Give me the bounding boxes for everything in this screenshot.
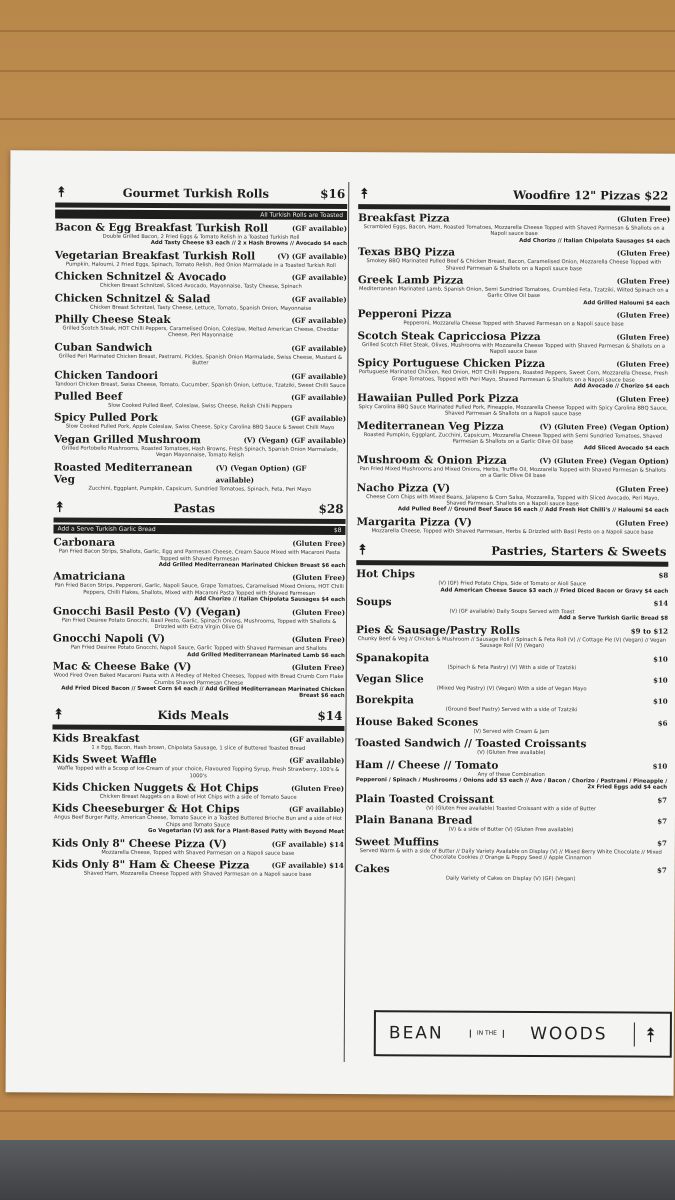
menu-item-name: Soups: [356, 596, 392, 609]
menu-item-tag: $6: [657, 718, 668, 728]
menu-item-tag: $7: [657, 838, 667, 848]
section-price: $28: [318, 501, 344, 517]
menu-item: [53, 537, 345, 570]
menu-item: [54, 314, 346, 340]
menu-item-name: Kids Sweet Waffle: [52, 753, 157, 767]
menu-item-description: Grilled Peri Marinated Chicken Breast, Pastrami, Pickles, Spanish Onion Marmalade, Swiss Cheese, Mustard & Butter: [58, 353, 343, 367]
menu-item-description: (V) (Gluten Free available) Toasted Croissant with a side of Butter: [426, 805, 596, 813]
menu-item-header: [357, 420, 669, 434]
menu-item-description: Pepperoni, Mozzarella Cheese Topped with Shaved Parmesan on a Napoli sauce base: [403, 320, 624, 328]
menu-item: [356, 516, 668, 536]
menu-item-addons: Go Vegetarian (V) ask for a Plant-Based Patty with Beyond Meat: [148, 828, 344, 836]
menu-item-description: Any of these Combination: [477, 771, 545, 778]
menu-item-description: Pan Fried Mixed Mushrooms and Mixed Onions, Herbs, Truffle Oil, Mozzarella Topped with Shaved Parmesan & Shallots on a Garlic Olive Oil base: [359, 465, 666, 480]
menu-item-name: Borekpita: [355, 694, 414, 707]
menu-item: [54, 461, 346, 493]
menu-item: [55, 271, 347, 291]
menu-item-addons: Add Sliced Avocado $4 each: [583, 445, 669, 453]
menu-item-name: Vegan Grilled Mushroom: [53, 433, 201, 447]
section-title: [375, 187, 669, 203]
menu-item-tag: (GF available): [291, 414, 347, 424]
section-header-pizzas: [358, 184, 670, 211]
menu-item-header: [356, 694, 668, 708]
menu-item-tag: $10: [653, 654, 668, 664]
menu-item-description: Angus Beef Burger Patty, American Cheese, Tomato Sauce in a Toasted Buttered Brioche Bun and a side of Hot Chips and Tomato Sauce: [53, 814, 342, 829]
menu-item: [55, 221, 347, 247]
pine-tree-icon: ⯭: [54, 706, 63, 723]
menu-item-tag: $10: [652, 761, 668, 771]
menu-item-name: Hawaiian Pulled Pork Pizza: [357, 391, 519, 405]
menu-item-name: Sweet Muffins: [354, 835, 439, 849]
menu-item-description: Grilled Portobello Mushrooms, Roasted Tomatoes, Hash Browns, Fresh Spinach, Spanish Onion Marmalade, Vegan Mayonnaise, Tomato Relish: [61, 445, 339, 459]
menu-item-tag: (Gluten Free): [616, 310, 670, 320]
menu-item-description: Grilled Scotch Steak, HOT Chilli Peppers, Caramelised Onion, Coleslaw, Melted American Cheese, Cheddar Cheese, Peri Mayonnaise: [62, 325, 339, 339]
menu-item-name: Breakfast Pizza: [358, 212, 450, 225]
menu-item-name: Kids Breakfast: [52, 732, 140, 745]
note-text: Add a Serve Turkish Garlic Bread: [57, 525, 156, 534]
menu-item-tag: $7: [656, 866, 667, 876]
menu-item-name: Kids Cheeseburger & Hot Chips: [51, 802, 240, 816]
menu-item: [54, 433, 346, 459]
menu-item-description: Chicken Breast Nuggets on a Bowl of Hot Chips with a side of Tomato Sauce: [99, 793, 297, 801]
menu-item: [357, 330, 669, 356]
menu-item-name: Carbonara: [53, 536, 116, 549]
menu-item-name: Texas BBQ Pizza: [357, 246, 456, 259]
menu-item-name: Bacon & Egg Breakfast Turkish Roll: [55, 221, 269, 235]
menu-item-header: [355, 793, 667, 807]
menu-item-tag: $7: [657, 816, 667, 826]
menu-item: [53, 661, 345, 700]
menu-item: [357, 358, 669, 391]
menu-item-name: Nacho Pizza (V): [356, 481, 451, 495]
section-note: [53, 525, 345, 536]
menu-item: [355, 864, 667, 884]
menu-item-tag: $14: [653, 598, 669, 608]
menu-item-tag: $10: [652, 697, 668, 707]
menu-item-description: Chicken Breast Schnitzel, Sliced Avocado, Mayonnaise, Tasty Cheese, Spinach: [99, 282, 302, 291]
menu-item-name: Gnocchi Napoli (V): [52, 632, 166, 646]
menu-item: [355, 759, 667, 792]
menu-item-name: Mushroom & Onion Pizza: [356, 453, 507, 467]
menu-item-addons: Add Fried Diced Bacon // Sweet Corn $4 each // Add Grilled Mediterranean Marinated Chicken Breast $6 each: [61, 685, 345, 700]
menu-item-name: Mac & Cheese Bake (V): [52, 660, 192, 674]
menu-item-description: Mozzarella Cheese, Topped with Shaved Parmesan, Herbs & Drizzled with Basil Pesto on a Napoli sauce base: [371, 527, 654, 536]
menu-item-description: (V) (GF available) Daily Soups Served with Toast: [449, 608, 575, 616]
menu-item-name: Kids Only 8" Cheese Pizza (V): [51, 837, 227, 851]
menu-item-tag: (Gluten Free): [616, 359, 670, 370]
menu-item-description: Spicy Carolina BBQ Sauce Marinated Pulled Pork, Pineapple, Mozzarella Cheese Topped with Spicy Carolina BBQ Sauce, Shaved Parmesan & Shallots on a Napoli sauce base: [358, 403, 668, 418]
menu-item-name: Pepperoni Pizza: [357, 308, 452, 321]
floor-background: [0, 1140, 675, 1200]
menu-item: [358, 274, 670, 307]
menu-item-header: [355, 759, 667, 773]
menu-item-tag: (GF available): [291, 294, 347, 304]
menu-item-name: Spicy Portuguese Chicken Pizza: [357, 357, 546, 371]
menu-item: [54, 391, 346, 411]
menu-item-description: Served Warm & with a side of Butter // Daily Variety Available on Display (V) // Mixed Berry White Chocolate // Mixed Chocolate Cookies // Orange & Poppy Seed // Apple Cinnamon: [359, 847, 662, 862]
menu-item-name: Spicy Pulled Pork: [54, 411, 158, 425]
menu-item-header: [55, 271, 347, 285]
section-price: $22: [644, 188, 669, 203]
menu-item-name: Plain Banana Bread: [354, 814, 473, 827]
menu-item: [54, 412, 346, 432]
menu-item-tag: $7: [657, 795, 668, 805]
menu-item-description: (Spinach & Feta Pastry) (V) With a side of Tzatziki: [447, 664, 577, 671]
menu-item-description: (Ground Beef Pastry) Served with a side of Tzatziki: [445, 706, 578, 714]
menu-item: [356, 673, 668, 693]
kids-list: [52, 732, 345, 878]
menu-item-description: (Mixed Veg Pastry) (V) (Vegan) With a side of Vegan Mayo: [436, 685, 587, 693]
pine-tree-icon: ⯭: [55, 499, 65, 516]
menu-item: [52, 781, 344, 801]
menu-item-description: Slow Cooked Pulled Beef, Coleslaw, Swiss Cheese, Relish Chilli Peppers: [108, 402, 293, 410]
menu-item-tag: (GF available) $14: [271, 839, 344, 849]
menu-item: [356, 624, 668, 650]
menu-item: [358, 308, 670, 328]
menu-item-description: Pan Fried Desiree Potato Gnocchi, Basil Pesto, Garlic, Spinach Onions, Mushrooms, Topped with Shallots & Drizzled with Extra Virgin Olive Oil: [61, 617, 337, 631]
menu-item: [55, 292, 347, 312]
menu-item: [355, 814, 667, 834]
menu-item-tag: (GF available): [292, 223, 348, 234]
menu-item-tag: (V) (Vegan) (GF available): [243, 435, 346, 445]
menu-item-name: Spanakopita: [355, 651, 430, 665]
menu-item-header: [52, 837, 344, 851]
menu-item-header: [357, 482, 669, 496]
right-column: [355, 178, 671, 883]
menu-item-addons: Add Avocado // Chorizo $4 each: [573, 383, 670, 390]
menu-item-description: (V) & a side of Butter (V) (Gluten Free available): [448, 826, 574, 834]
menu-item: [356, 694, 668, 714]
menu-item-tag: (GF available): [291, 343, 347, 353]
menu-item-name: Kids Only 8" Ham & Cheese Pizza: [51, 858, 250, 872]
menu-item-name: Cuban Sandwich: [54, 341, 153, 354]
menu-item-tag: (Gluten Free): [291, 635, 345, 645]
menu-item-tag: (Gluten Free): [292, 538, 346, 549]
menu-item-tag: (GF available): [291, 272, 347, 283]
left-column: [52, 176, 348, 878]
menu-item-tag: (GF available): [289, 734, 345, 744]
menu-item-header: [356, 652, 668, 666]
pine-tree-icon: ⯭: [634, 1023, 657, 1047]
menu-item-tag: (GF available) $14: [271, 860, 344, 871]
menu-item-tag: (GF available): [291, 392, 347, 403]
menu-item-addons: Add Pulled Beef // Ground Beef Sauce $6 each // Add Fresh Hot Chilli's // Haloumi $4 each: [397, 506, 669, 515]
menu-item-tag: (Gluten Free): [615, 483, 669, 494]
pastries-list: [355, 568, 669, 883]
menu-item-description: Tandoori Chicken Breast, Swiss Cheese, Tomato, Cucumber, Spanish Onion, Lettuce, Tzatziki, Sweet Chilli Sauce: [54, 381, 346, 389]
menu-item-tag: (GF available): [288, 805, 345, 815]
section-price: $14: [317, 708, 343, 723]
menu-item: [355, 836, 667, 862]
menu-item: [357, 420, 669, 453]
menu-item-name: Toasted Sandwich // Toasted Croissants: [355, 737, 587, 751]
menu-item-tag: (Gluten Free): [292, 573, 346, 583]
menu-item-name: Greek Lamb Pizza: [357, 274, 464, 287]
menu-item-addons: Add Grilled Mediterranean Marinated Lamb $6 each: [187, 651, 345, 659]
menu-item-tag: (V) (Vegan Option) (GF available): [215, 463, 307, 485]
menu-item: [357, 454, 669, 480]
menu-item-name: Hot Chips: [356, 568, 415, 581]
menu-item-header: [55, 292, 347, 306]
section-title: Kids Meals: [157, 707, 229, 723]
menu-item-description: Roasted Pumpkin, Eggplant, Zucchini, Capsicum, Mozzarella Cheese Topped with Semi Sundried Tomatoes, Shaved Parmesan & Shallots on a Garlic Olive Oil base: [363, 431, 663, 446]
section-title: Pastas: [173, 501, 216, 516]
menu-item-tag: (GF available): [289, 755, 345, 766]
menu-item-header: [355, 737, 667, 751]
menu-item-description: Double Grilled Bacon, 2 Fried Eggs & Tomato Relish in a Toasted Turkish Roll: [102, 233, 300, 241]
menu-item-tag: $10: [653, 675, 668, 685]
menu-item-name: Amatriciana: [53, 570, 126, 584]
menu-item-tag: (Gluten Free): [292, 607, 346, 617]
menu-item: [355, 737, 667, 757]
menu-item-header: [355, 716, 667, 730]
logo-word-bean: BEAN: [388, 1023, 444, 1044]
menu-item-name: Ham // Cheese // Tomato: [355, 758, 499, 772]
menu-item: [355, 793, 667, 813]
menu-item-tag: (V) (Gluten Free) (Vegan Option): [539, 421, 670, 432]
section-header-kids: [52, 704, 344, 731]
menu-item-tag: (GF available): [291, 371, 347, 381]
menu-item: [52, 754, 344, 780]
menu-item-name: Chicken Tandoori: [54, 369, 159, 382]
pizzas-list: [356, 212, 670, 536]
pastas-list: [53, 537, 346, 700]
menu-item: [358, 246, 670, 272]
menu-item: [52, 803, 344, 836]
menu-item-tag: $9 to $12: [630, 626, 668, 636]
menu-item-name: Vegan Slice: [355, 673, 424, 686]
menu-item: [357, 482, 669, 515]
menu-item-name: Gnocchi Basil Pesto (V) (Vegan): [53, 605, 242, 619]
menu-item-description: Pan Fried Desiree Potato Gnocchi, Napoli Sauce, Garlic Topped with Shaved Parmesan and Shallots: [70, 644, 327, 653]
menu-item: [54, 369, 346, 389]
menu-item: [355, 716, 667, 736]
menu-item: [357, 392, 669, 418]
menu-item-description: Shaved Ham, Mozzarella Cheese Topped with Shaved Parmesan on a Napoli sauce base: [83, 870, 312, 878]
menu-item-description: Chunky Beef & Veg // Chicken & Mushroom // Sausage Roll // Spinach & Feta Roll (V) // Cottage Pie (V) (Vegan) // Vegan Sausage Roll (V) (Vegan): [357, 635, 667, 650]
menu-item-addons: Add Grilled Mediterranean Marinated Chicken Breast $6 each: [158, 561, 346, 569]
menu-item-tag: (Gluten Free): [616, 248, 670, 258]
menu-item-addons: Add American Cheese Sauce $3 each // Fried Diced Bacon or Gravy $4 each: [440, 587, 669, 595]
menu-item-name: Cakes: [354, 863, 390, 876]
rolls-list: [54, 221, 347, 493]
section-header-pastas: [54, 498, 346, 525]
section-title: Gourmet Turkish Rolls: [122, 185, 270, 201]
menu-item: [52, 837, 344, 857]
menu-item-header: [54, 391, 346, 405]
logo-word-woods: WOODS: [530, 1023, 608, 1045]
menu-item-name: Mediterranean Veg Pizza: [357, 419, 504, 433]
menu-item-header: [54, 369, 346, 383]
menu-item-description: Zucchini, Eggplant, Pumpkin, Capsicum, Sundried Tomatoes, Spinach, Feta, Peri Mayo: [88, 485, 312, 493]
menu-item: [356, 568, 668, 594]
menu-item-header: [355, 814, 667, 828]
menu-item-tag: (Gluten Free): [615, 518, 669, 528]
menu-item: [356, 652, 668, 672]
menu-item-description: Slow Cooked Pulled Pork, Apple Coleslaw, Swiss Cheese, Spicy Carolina BBQ Sauce & Sweet Chilli Mayo: [65, 424, 335, 432]
menu-item-description: Grilled Scotch Fillet Steak, Olives, Mushrooms with Mozzarella Cheese Topped with Shaved Parmesan & Shallots on a Napoli sauce base: [361, 341, 666, 356]
menu-item: [52, 732, 344, 752]
menu-item-description: Mediterranean Marinated Lamb, Spanish Onion, Semi Sundried Tomatoes, Crumbled Feta, Tzatziki, Wilted Spinach on a Garlic Olive Oil base: [358, 286, 669, 300]
menu-item-name: Chicken Schnitzel & Avocado: [54, 270, 227, 284]
menu-item-description: Chicken Breast Schnitzel, Tasty Cheese, Lettuce, Tomato, Spanish Onion, Mayonnaise: [89, 304, 312, 312]
menu-item-description: 1 x Egg, Bacon, Hash brown, Chipolata Sausage, 1 slice of Buttered Toasted Bread: [91, 744, 306, 752]
bean-in-the-woods-logo: [374, 1010, 672, 1058]
menu-item-description: Smokey BBQ Marinated Pulled Beef & Chicken Breast, Bacon, Caramelised Onion, Mozzarella Cheese Topped with Shaved Parmesan & Shallots on a Napoli sauce base: [366, 258, 662, 272]
menu-item-name: Roasted Mediterranean Veg: [53, 461, 193, 486]
menu-item-description: Waffle Topped with a Scoop of Ice-Cream of your choice, Flavoured Topping Syrup, Fresh Strawberry, 100's & 1000's: [57, 765, 340, 779]
menu-item: [356, 596, 668, 622]
section-header-rolls: [55, 182, 347, 209]
menu-item-description: (V) (Gluten Free available): [477, 749, 546, 757]
menu-item-description: (V) (GF) Fried Potato Chips, Side of Tomato or Aioli Sauce: [438, 580, 587, 588]
menu-item-tag: (Gluten Free): [291, 783, 345, 794]
menu-item-name: Margarita Pizza (V): [356, 515, 472, 529]
menu-item-tag: (GF available): [291, 315, 347, 326]
section-title: Pastries, Starters & Sweets: [491, 543, 667, 559]
menu-item: [54, 341, 346, 367]
menu-item-addons: Pepperoni / Spinach / Mushrooms / Onions add $3 each // Avo / Bacon / Chorizo / Pastrami / Pineapple / 2x Fried Eggs add $4 each: [355, 777, 668, 792]
menu-item: [53, 571, 345, 604]
menu-item: [52, 859, 344, 879]
menu-item-description: (V) Served with Cream & Jam: [473, 728, 550, 735]
menu-item-description: Pan Fried Bacon Strips, Pepperoni, Garlic, Napoli Sauce, Grape Tomatoes, Caramelised Mixed Onions, HOT Chilli Peppers, Chilli Flakes, Shallots, Mixed with Macaroni Pasta Topped with Shaved Parmesan: [54, 582, 344, 597]
menu-item-addons: Add a Serve Turkish Garlic Bread $8: [558, 615, 669, 623]
menu-item-header: [53, 605, 345, 619]
menu-item: [358, 212, 670, 245]
menu-item: [53, 633, 345, 659]
pine-tree-icon: ⯭: [358, 542, 367, 559]
menu-item-name: Scotch Steak Capricciosa Pizza: [357, 329, 541, 343]
menu-item-addons: Add Tasty Cheese $3 each // 2 x Hash Browns // Avocado $4 each: [150, 240, 347, 248]
menu-item-description: Daily Variety of Cakes on Display (V) (GF) (Vegan): [445, 876, 576, 883]
menu-item-header: [356, 673, 668, 687]
menu-item-name: Kids Chicken Nuggets & Hot Chips: [52, 781, 259, 795]
note-price: $8: [333, 527, 342, 535]
menu-item-addons: Add Chorizo // Italian Chipolata Sausages $4 each: [194, 596, 346, 604]
menu-item-header: [55, 221, 347, 235]
menu-item-tag: (Gluten Free): [616, 332, 670, 342]
section-note: All Turkish Rolls are Toasted: [55, 209, 347, 220]
menu-item-addons: Add Grilled Haloumi $4 each: [583, 300, 670, 307]
menu-item-description: Portuguese Marinated Chicken, Red Onion, HOT Chilli Peppers, Roasted Peppers, Sweet Corn, Mozzarella Cheese, Fresh Grape Tomatoes, Topped with Peri Mayo, Shaved Parmesan & Shallots on a Napoli sauce base: [358, 369, 668, 384]
menu-item-name: Vegetarian Breakfast Turkish Roll: [54, 249, 256, 263]
menu-sheet: [6, 150, 675, 1095]
menu-item: [53, 605, 345, 631]
pine-tree-icon: ⯭: [360, 186, 369, 203]
menu-item-tag: (Gluten Free): [616, 276, 670, 286]
menu-item-tag: (Gluten Free): [291, 662, 345, 673]
menu-item-tag: (V) (GF available): [277, 251, 347, 261]
menu-item-tag: (Gluten Free): [616, 394, 670, 404]
menu-item-name: Pies & Sausage/Pastry Rolls: [355, 623, 520, 637]
menu-item-description: Mozzarella Cheese, Topped with Shaved Parmesan on a Napoli sauce base: [101, 849, 295, 857]
section-header-pastries: [356, 540, 668, 567]
menu-item-tag: $8: [658, 570, 669, 580]
menu-item-tag: (Gluten Free): [617, 214, 671, 224]
menu-item-tag: (V) (Gluten Free) (Vegan Option): [539, 455, 669, 466]
menu-item-name: Philly Cheese Steak: [54, 313, 171, 327]
section-price: $16: [320, 186, 346, 202]
menu-item-header: [52, 781, 344, 795]
menu-item-description: Pan Fried Bacon Strips, Shallots, Garlic, Egg and Parmesan Cheese, Cream Sauce Mixed with Macaroni Pasta Topped with Shaved Parmesan: [58, 548, 340, 562]
menu-item-addons: Add Chorizo // Italian Chipolata Sausages $4 each: [519, 237, 671, 245]
menu-item-description: Cheese Corn Chips with Mixed Beans, Jalapeno & Corn Salsa, Mozzarella, Topped with Sliced Avocado, Peri Mayo, Shaved Parmesan, Shallots on a Napoli sauce base: [366, 493, 660, 508]
menu-item-header: [356, 568, 668, 582]
menu-item-name: Plain Toasted Croissant: [355, 792, 494, 806]
section-title-text: Woodfire 12" Pizzas: [513, 187, 641, 203]
menu-item-description: Wood Fired Oven Baked Macaroni Pasta with A Medley of Melted Cheeses, Topped with Bread Crumb Corn Flake Crumbs Shaved Parmesan Cheese: [53, 672, 344, 687]
menu-item-name: Pulled Beef: [54, 390, 123, 403]
logo-word-in-the: IN THE: [470, 1030, 504, 1038]
menu-item-name: House Baked Scones: [355, 715, 479, 729]
menu-item-header: [54, 461, 346, 487]
menu-item-name: Chicken Schnitzel & Salad: [54, 292, 211, 305]
menu-item: [55, 249, 347, 269]
menu-item-description: Scrambled Eggs, Bacon, Ham, Roasted Tomatoes, Mozzarella Cheese Topped with Shaved Parmesan & Shallots on a Napoli sauce base: [363, 224, 665, 238]
pine-tree-icon: ⯭: [57, 184, 66, 201]
menu-item-description: Pumpkin, Haloumi, 2 Fried Eggs, Spinach, Tomato Relish, Red Onion Marmalade in a Toasted Turkish Roll: [65, 261, 336, 269]
